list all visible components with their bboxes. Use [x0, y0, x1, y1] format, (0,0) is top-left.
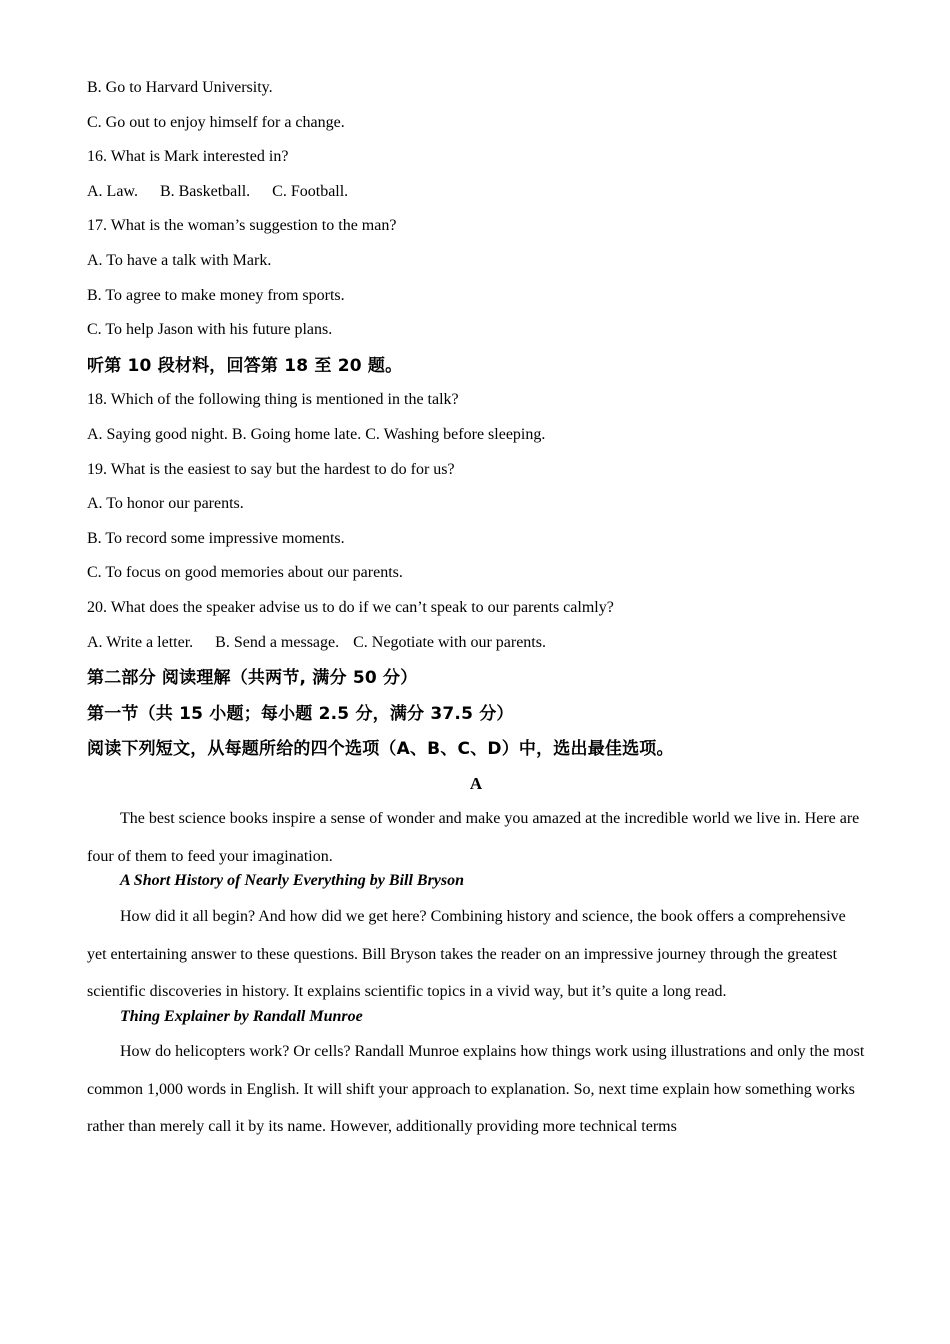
- part-2-heading: 第二部分 阅读理解（共两节, 满分 50 分）: [87, 668, 418, 689]
- q16-option-c: C. Football.: [272, 182, 349, 200]
- q19-option-b: B. To record some impressive moments.: [87, 529, 345, 547]
- book-1-description: How did it all begin? And how did we get here? Combining history and science, the book offers a comprehensive yet entertaining answer to these questions. Bill Bryson takes the reader on an impressive journey through the greatest scientific discoveries in history. It explains scientific topics in a vivid way, but it’s quite a long read.: [87, 908, 846, 1001]
- q15-option-b: B. Go to Harvard University.: [87, 79, 273, 96]
- q17-option-c: C. To help Jason with his future plans.: [87, 321, 333, 339]
- q17-option-a: A. To have a talk with Mark.: [87, 251, 272, 269]
- q16-option-a: A. Law.: [87, 182, 138, 200]
- q15-option-c: C. Go out to enjoy himself for a change.: [87, 113, 345, 131]
- book-2-description: How do helicopters work? Or cells? Randall Munroe explains how things work using illustrations and only the most common 1,000 words in English. It will shift your approach to explanation. So, next time explain how something works rather than merely call it by its name. However, additionally providing more technical terms: [87, 1043, 865, 1136]
- section-1-heading: 第一节（共 15 小题；每小题 2.5 分，满分 37.5 分）: [87, 703, 514, 724]
- passage-intro: The best science books inspire a sense of wonder and make you amazed at the incredible world we live in. Here are four of them to feed your imagination.: [87, 810, 860, 865]
- q18-options: A. Saying good night. B. Going home late. C. Washing before sleeping.: [87, 425, 546, 443]
- question-18: 18. Which of the following thing is mentioned in the talk?: [87, 391, 459, 409]
- q16-options: [87, 182, 865, 202]
- question-17: 17. What is the woman’s suggestion to the man?: [87, 217, 397, 235]
- question-19: 19. What is the easiest to say but the hardest to do for us?: [87, 460, 455, 478]
- book-2-title: Thing Explainer by Randall Munroe: [120, 1007, 363, 1025]
- q20-option-c: C. Negotiate with our parents.: [353, 633, 546, 651]
- question-16: 16. What is Mark interested in?: [87, 148, 289, 166]
- q19-option-c: C. To focus on good memories about our parents.: [87, 564, 403, 582]
- q20-option-b: B. Send a message.: [215, 633, 340, 651]
- document-page: [87, 78, 865, 1140]
- book-1-title: A Short History of Nearly Everything by Bill Bryson: [120, 872, 465, 890]
- passage-label: A: [469, 773, 483, 793]
- section-10-heading: 听第 10 段材料，回答第 18 至 20 题。: [87, 355, 403, 376]
- question-20: 20. What does the speaker advise us to do if we can’t speak to our parents calmly?: [87, 598, 614, 616]
- q20-options: [87, 633, 865, 653]
- q19-option-a: A. To honor our parents.: [87, 495, 244, 513]
- q17-option-b: B. To agree to make money from sports.: [87, 286, 345, 304]
- reading-instruction: 阅读下列短文，从每题所给的四个选项（A、B、C、D）中，选出最佳选项。: [87, 739, 674, 760]
- q16-option-b: B. Basketball.: [159, 182, 251, 200]
- q20-option-a: A. Write a letter.: [87, 633, 194, 651]
